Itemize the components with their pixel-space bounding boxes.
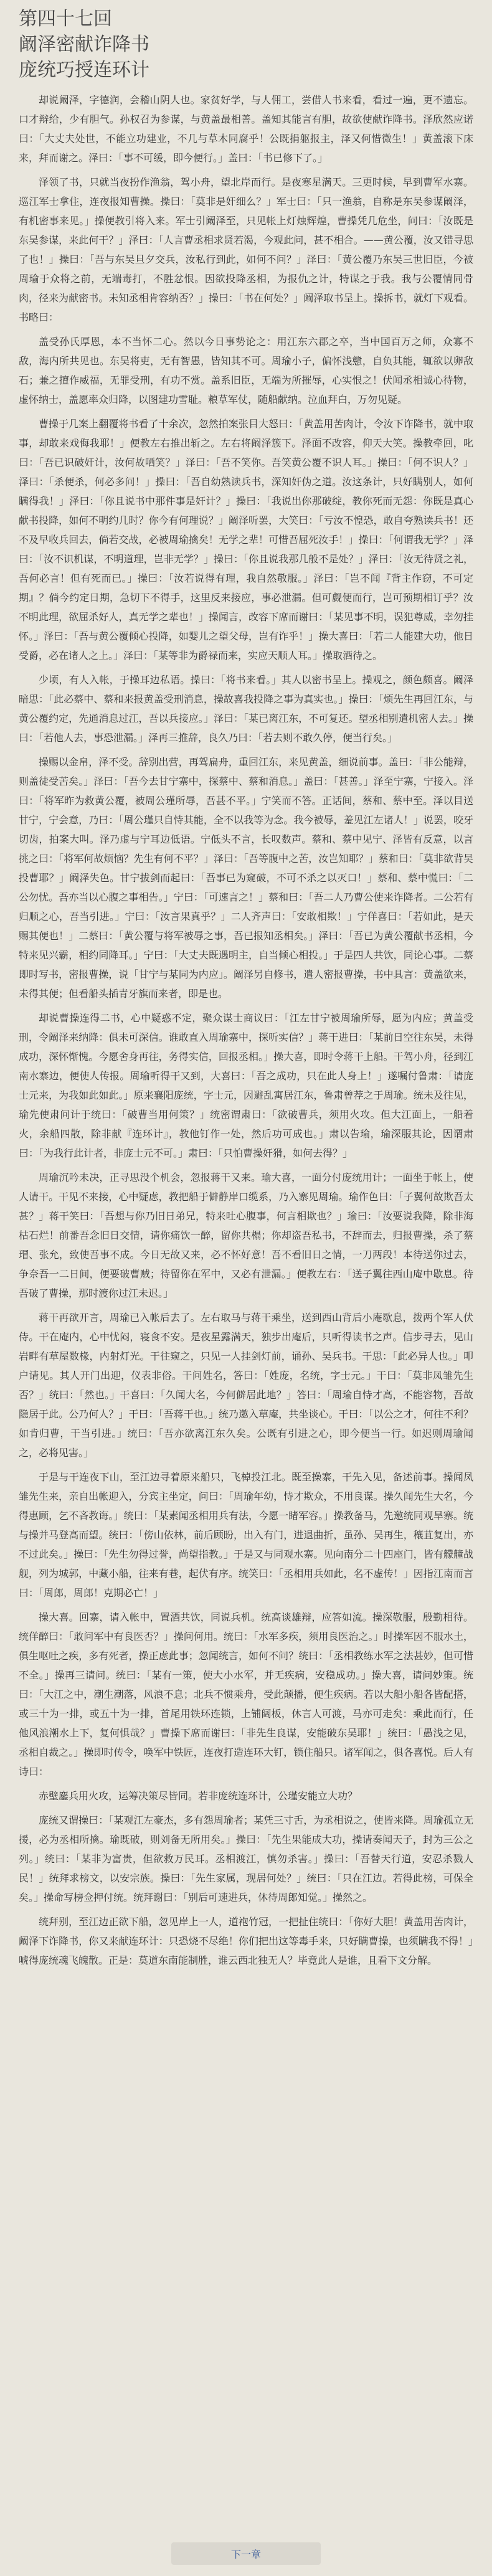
paragraph: 蒋干再欲开言，周瑜已入帐后去了。左右取马与蒋干乘坐，送到西山背后小庵歇息，拨两个军人伏侍。干在庵内，心中忧闷，寝食不安。是夜星露满天，独步出庵后，只听得读书之声。信步寻去，见山岩畔有草屋数椽，内射灯光。干往窥之，只见一人挂剑灯前，诵孙、吴兵书。干思：「此必异人也。」叩户请见。其人开门出迎，仪表非俗。干问姓名，答曰：「姓庞，名统，字士元。」干曰：「莫非凤雏先生否？」统曰：「然也。」干喜曰：「久闻大名，今何僻居此地？」答曰：「周瑜自恃才高，不能容物，吾故隐居于此。公乃何人？」干曰：「吾蒋干也。」统乃邀入草庵，共坐谈心。干曰：「以公之才，何往不利？如肯归曹，干当引进。」统曰：「吾亦欲离江东久矣。公既有引进之心，即今便当一行。如迟则周瑜闻之，必将见害。」 <box>19 1312 473 1459</box>
paragraph: 泽领了书，只就当夜扮作渔翁，驾小舟，望北岸而行。是夜寒星满天。三更时候，早到曹军水寨。巡江军士拿住，连夜报知曹操。操曰：「莫非是奸细么？」军士曰：「只一渔翁，自称是东吴参谋阚泽，有机密事来见。」操便教引将入来。军士引阚泽至，只见帐上灯烛辉煌，曹操凭几危坐，问曰：「汝既是东吴参谋，来此何干？」泽曰：「人言曹丞相求贤若渴，今观此问，甚不相合。——黄公覆，汝又错寻思了也！」操曰：「吾与东吴旦夕交兵，汝私行到此，如何不问？」泽曰：「黄公覆乃东吴三世旧臣，今被周瑜于众将之前，无端毒打，不胜忿恨。因欲投降丞相，为报仇之计，特谋之于我。我与公覆情同骨肉，径来为献密书。未知丞相肯容纳否？」操曰：「书在何处？」阚泽取书呈上。操拆书，就灯下观看。书略曰： <box>19 176 473 323</box>
paragraph: 周瑜沉吟未决，正寻思没个机会，忽报蒋干又来。瑜大喜，一面分付庞统用计；一面坐于帐上，使人请干。干见不来接，心中疑虑，教把船于僻静岸口缆系，乃入寨见周瑜。瑜作色曰：「子翼何故欺吾太甚？」蒋干笑曰：「吾想与你乃旧日弟兄，特来吐心腹事，何言相欺也？」瑜曰：「汝要说我降，除非海枯石烂！前番吾念旧日交情，请你痛饮一醉，留你共榻；你却盗吾私书，不辞而去，归报曹操，杀了蔡瑁、张允，致使吾事不成。今日无故又来，必不怀好意！吾不看旧日之情，一刀两段！本待送你过去，争奈吾一二日间，便要破曹贼；待留你在军中，又必有泄漏。」便教左右：「送子翼往西山庵中歇息。待吾破了曹操，那时渡你过江未迟。」 <box>19 1172 473 1299</box>
chapter-content <box>19 90 473 1970</box>
poem: 赤壁鏖兵用火攻，运筹决策尽皆同。若非庞统连环计，公瑾安能立大功？ <box>39 1790 358 1802</box>
paragraph: 操大喜。回寨，请入帐中，置酒共饮，同说兵机。统高谈雄辩，应答如流。操深敬服，殷勤相待。统佯醉曰：「敢问军中有良医否？」操问何用。统曰：「水军多疾，须用良医治之。」时操军因不服水土，俱生呕吐之疾，多有死者，操正虑此事；忽闻统言，如何不问？统曰：「丞相教练水军之法甚妙，但可惜不全。」操再三请问。统曰：「某有一策，使大小水军，并无疾病，安稳成功。」操大喜，请问妙策。统曰：「大江之中，潮生潮落，风浪不息；北兵不惯乘舟，受此颠播，便生疾病。若以大船小船各皆配搭，或三十为一排，或五十为一排，首尾用铁环连锁，上铺阔板，休言人可渡，马亦可走矣：乘此而行，任他风浪潮水上下，复何惧哉？」曹操下席而谢曰：「非先生良谋，安能破东吴耶！」统曰：「愚浅之见，丞相自裁之。」操即时传令，唤军中铁匠，连夜打造连环大钉，锁住船只。诸军闻之，俱各喜悦。后人有诗曰： <box>19 1611 473 1778</box>
paragraph: 却说曹操连得二书，心中疑惑不定，聚众谋士商议曰：「江左甘宁被周瑜所辱，愿为内应；黄盖受刑，令阚泽来纳降：俱未可深信。谁敢直入周瑜寨中，探听实信？」蒋干进曰：「某前日空往东吴，未得成功，深怀惭愧。今愿舍身再往，务得实信，回报丞相。」操大喜，即时令蒋干上船。干驾小舟，径到江南水寨边，便使人传报。周瑜听得干又到，大喜曰：「吾之成功，只在此人身上！」遂嘱付鲁肃：「请庞士元来，为我如此如此。」原来襄阳庞统，字士元，因避乱寓居江东，鲁肃曾荐之于周瑜。统未及往见，瑜先使肃问计于统曰：「破曹当用何策？」统密谓肃曰：「欲破曹兵，须用火攻。但大江面上，一船着火，余船四散，除非献『连环计』，教他钉作一处，然后功可成也。」肃以告瑜，瑜深服其论，因谓肃曰：「为我行此计者，非庞士元不可。」肃曰：「只怕曹操奸猾，如何去得？」 <box>19 1012 473 1159</box>
paragraph: 统拜别，至江边正欲下船，忽见岸上一人，道袍竹冠，一把扯住统曰：「你好大胆！黄盖用苦肉计，阚泽下诈降书，你又来献连环计：只恐烧不尽绝！你们把出这等毒手来，只好瞒曹操，也须瞒我不得！」唬得庞统魂飞魄散。正是：莫道东南能制胜，谁云西北独无人？毕竟此人是谁，且看下文分解。 <box>19 1916 473 1966</box>
chapter-number: 第四十七回 <box>19 8 112 30</box>
paragraph: 却说阚泽，字德润，会稽山阴人也。家贫好学，与人佣工，尝借人书来看，看过一遍，更不遗忘。口才辩给，少有胆气。孙权召为参谋，与黄盖最相善。盖知其能言有胆，故欲使献诈降书。泽欣然应诺曰：「大丈夫处世，不能立功建业，不几与草木同腐乎！公既捐躯报主，泽又何惜微生！」黄盖滚下床来，拜而谢之。泽曰：「事不可缓，即今便行。」盖曰：「书已修下了。」 <box>19 94 473 164</box>
paragraph: 盖受孙氏厚恩，本不当怀二心。然以今日事势论之：用江东六郡之卒，当中国百万之师，众寡不敌，海内所共见也。东吴将吏，无有智愚，皆知其不可。周瑜小子，偏怀浅戆，自负其能，辄欲以卵敌石；兼之擅作威福，无罪受刑，有功不赏。盖系旧臣，无端为所摧辱，心实恨之！伏闻丞相诚心待物，虚怀纳士，盖愿率众归降，以图建功雪耻。粮草军仗，随船献纳。泣血拜白，万勿见疑。 <box>19 336 473 405</box>
paragraph: 庞统又谓操曰：「某观江左豪杰，多有怨周瑜者；某凭三寸舌，为丞相说之，使皆来降。周瑜孤立无援，必为丞相所擒。瑜既破，则刘备无所用矣。」操曰：「先生果能成大功，操请奏闻天子，封为三公之列。」统曰：「某非为富贵，但欲救万民耳。丞相渡江，慎勿杀害。」操曰：「吾替天行道，安忍杀戮人民！」统拜求榜文，以安宗族。操曰：「先生家属，现居何处？」统曰：「只在江边。若得此榜，可保全矣。」操命写榜佥押付统。统拜谢曰：「别后可速进兵，休待周郎知觉。」操然之。 <box>19 1814 473 1903</box>
paragraph: 操赐以金帛，泽不受。辞别出营，再驾扁舟，重回江东，来见黄盖，细说前事。盖曰：「非公能辩，则盖徒受苦矣。」泽曰：「吾今去甘宁寨中，探蔡中、蔡和消息。」盖曰：「甚善。」泽至宁寨，宁接入。泽曰：「将军昨为救黄公覆，被周公瑾所辱，吾甚不平。」宁笑而不答。正话间，蔡和、蔡中至。泽以目送甘宁，宁会意，乃曰：「周公瑾只自恃其能，全不以我等为念。我今被辱，羞见江左诸人！」说罢，咬牙切齿，拍案大叫。泽乃虚与宁耳边低语。宁低头不言，长叹数声。蔡和、蔡中见宁、泽皆有反意，以言挑之曰：「将军何故烦恼？先生有何不平？」泽曰：「吾等腹中之苦，汝岂知耶？」蔡和曰：「莫非欲背吴投曹耶？」阚泽失色。甘宁拔剑而起曰：「吾事已为窥破，不可不杀之以灭口！」蔡和、蔡中慌曰：「二公勿忧。吾亦当以心腹之事相告。」宁曰：「可速言之！」蔡和曰：「吾二人乃曹公使来诈降者。二公若有归顺之心，吾当引进。」宁曰：「汝言果真乎？」二人齐声曰：「安敢相欺！」宁佯喜曰：「若如此，是天赐其便也！」二蔡曰：「黄公覆与将军被辱之事，吾已报知丞相矣。」泽曰：「吾已为黄公覆献书丞相，今特来见兴霸，相约同降耳。」宁曰：「大丈夫既遇明主，自当倾心相投。」于是四人共饮，同论心事。二蔡即时写书，密报曹操，说「甘宁与某同为内应」。阚泽另自修书，遣人密报曹操，书中具言：黄盖欲来，未得其便；但看船头插青牙旗而来者，即是也。 <box>19 756 473 1000</box>
chapter-title-line-2: 庞统巧授连环计 <box>19 59 149 81</box>
paragraph: 曹操于几案上翻覆将书看了十余次，忽然拍案张目大怒曰：「黄盖用苦肉计，令汝下诈降书，就中取事，却敢来戏侮我耶！」便教左右推出斩之。左右将阚泽簇下。泽面不改容，仰天大笑。操教牵回，叱曰：「吾已识破奸计，汝何故哂笑？」泽曰：「吾不笑你。吾笑黄公覆不识人耳。」操曰：「何不识人？」泽曰：「杀便杀，何必多问！」操曰：「吾自幼熟读兵书，深知奸伪之道。汝这条计，只好瞒别人，如何瞒得我！」泽曰：「你且说书中那件事是奸计？」操曰：「我说出你那破绽，教你死而无怨：你既是真心献书投降，如何不明约几时？你今有何理说？」阚泽听罢，大笑曰：「亏汝不惶恐，敢自夸熟读兵书！还不及早收兵回去，倘若交战，必被周瑜擒矣！无学之辈！可惜吾屈死汝手！」操曰：「何谓我无学？」泽曰：「汝不识机谋，不明道理，岂非无学？」操曰：「你且说我那几般不是处？」泽曰：「汝无待贤之礼，吾何必言！但有死而已。」操曰：「汝若说得有理，我自然敬服。」泽曰：「岂不闻『背主作窃，不可定期』？倘今约定日期，急切下不得手，这里反来接应，事必泄漏。但可觑便而行，岂可预期相订乎？汝不明此理，欲屈杀好人，真无学之辈也！」操闻言，改容下席而谢曰：「某见事不明，误犯尊威，幸勿挂怀。」泽曰：「吾与黄公覆倾心投降，如婴儿之望父母，岂有诈乎！」操大喜曰：「若二人能建大功，他日受爵，必在诸人之上。」泽曰：「某等非为爵禄而来，实应天顺人耳。」操取酒待之。 <box>19 418 473 661</box>
paragraph: 于是与干连夜下山，至江边寻着原来船只，飞棹投江北。既至操寨，干先入见，备述前事。操闻凤雏先生来，亲自出帐迎入，分宾主坐定，问曰：「周瑜年幼，恃才欺众，不用良谋。操久闻先生大名，今得惠顾，乞不吝教诲。」统曰：「某素闻丞相用兵有法，今愿一睹军容。」操教备马，先邀统同观旱寨。统与操并马登高而望。统曰：「傍山依林，前后顾盼，出入有门，进退曲折，虽孙、吴再生，穰苴复出，亦不过此矣。」操曰：「先生勿得过誉，尚望指教。」于是又与同观水寨。见向南分二十四座门，皆有艨艟战舰，列为城郭，中藏小船，往来有巷，起伏有序。统笑曰：「丞相用兵如此，名不虚传！」因指江南而言曰：「周郎，周郎！克期必亡！」 <box>19 1471 473 1599</box>
chapter-title <box>19 6 473 83</box>
paragraph: 少顷，有人入帐，于操耳边私语。操曰：「将书来看。」其人以密书呈上。操观之，颜色颇喜。阚泽暗思：「此必蔡中、蔡和来报黄盖受刑消息，操故喜我投降之事为真实也。」操曰：「烦先生再回江东，与黄公覆约定，先通消息过江，吾以兵接应。」泽曰：「某已离江东，不可复还。望丞相别遣机密人去。」操曰：「若他人去，事恐泄漏。」泽再三推辞，良久乃曰：「若去则不敢久停，便当行矣。」 <box>19 674 473 744</box>
chapter-navigation <box>0 2542 492 2565</box>
next-chapter-button[interactable]: 下一章 <box>171 2542 321 2565</box>
chapter-title-line-1: 阚泽密献诈降书 <box>19 34 149 55</box>
